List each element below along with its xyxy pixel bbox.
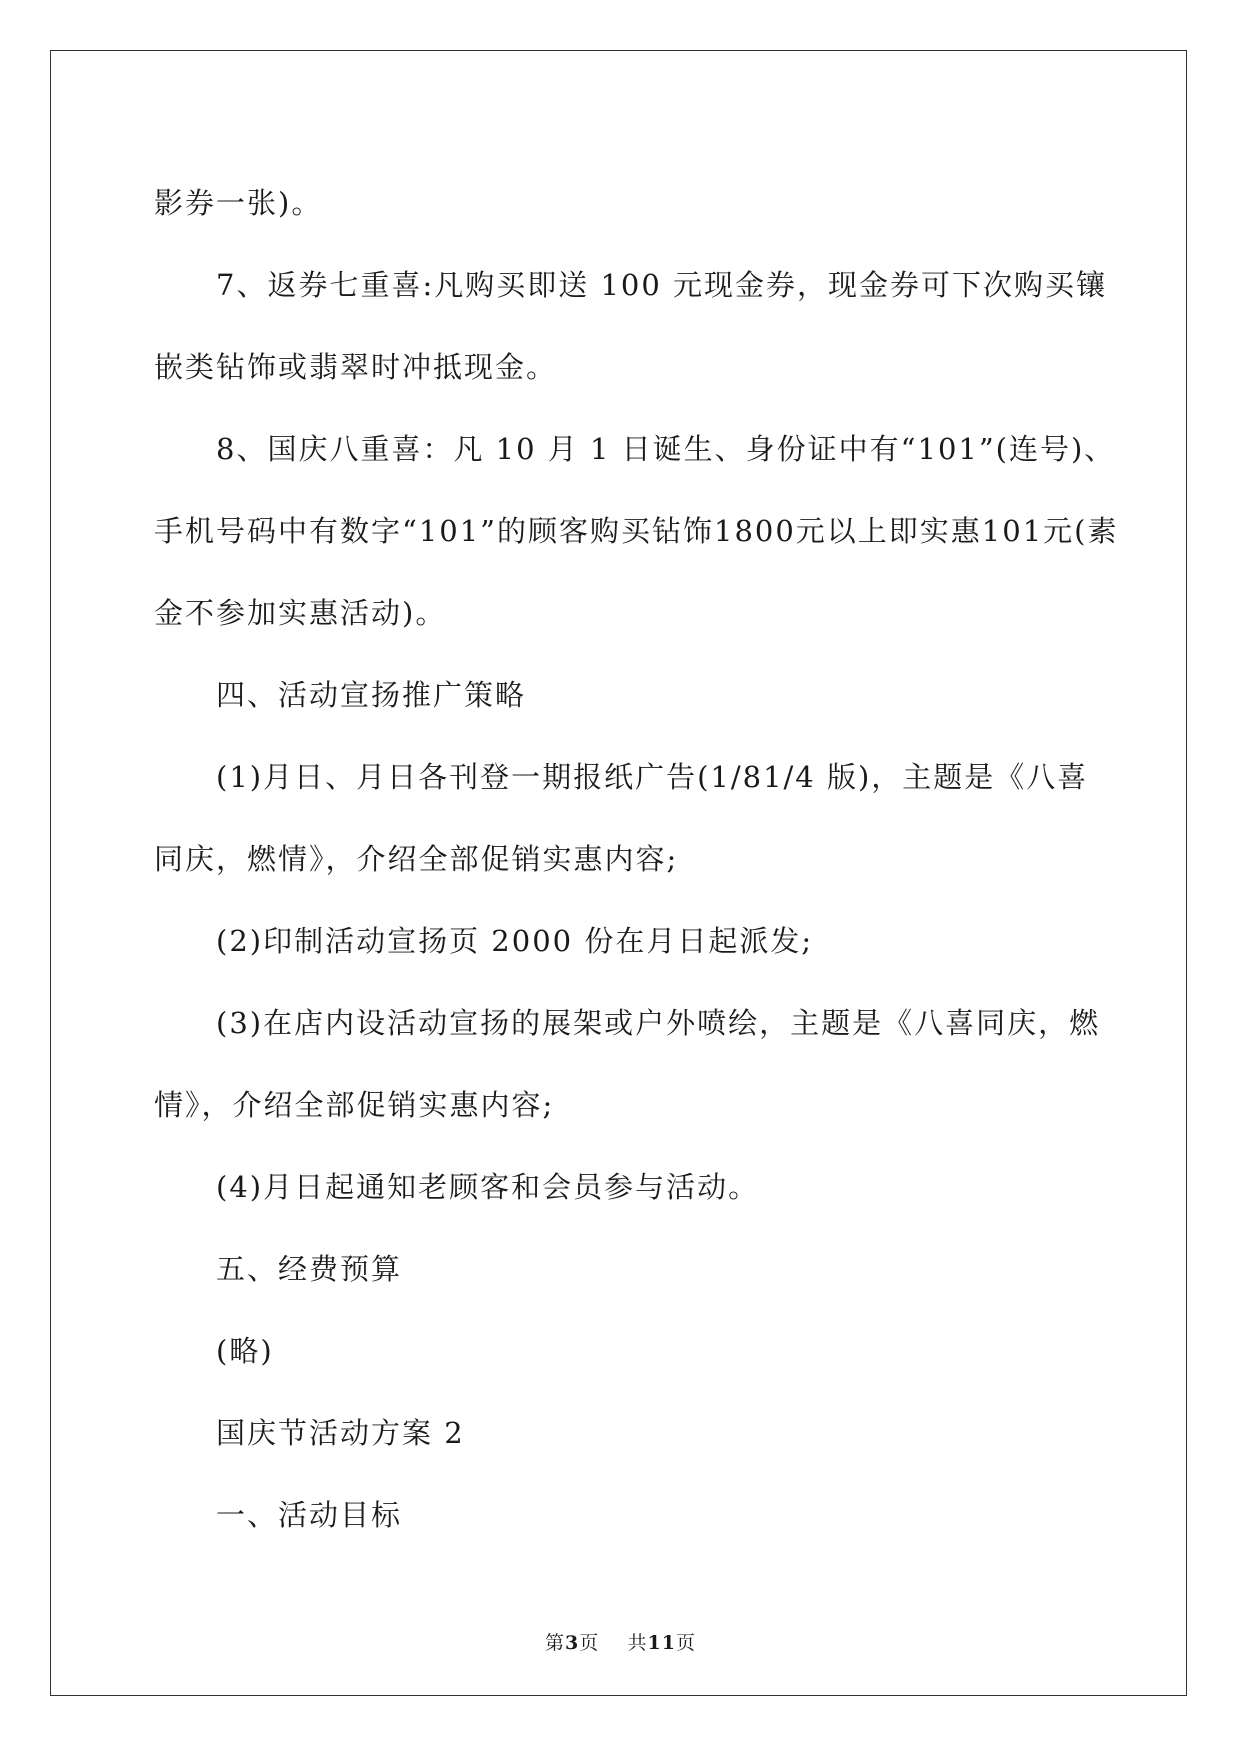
section-heading: 一、活动目标: [216, 1498, 403, 1532]
page-number: 3: [565, 1632, 580, 1654]
section-heading: 五、经费预算: [216, 1252, 403, 1286]
section-heading: 四、活动宣扬推广策略: [216, 678, 527, 712]
text-line: 情》，介绍全部促销实惠内容;: [154, 1088, 555, 1122]
total-pages: 11: [647, 1632, 676, 1654]
text-line: 金不参加实惠活动)。: [154, 596, 447, 630]
text-line: 手机号码中有数字“101”的顾客购买钻饰1800元以上即实惠101元(素: [154, 514, 1119, 548]
text-line: (3)在店内设活动宣扬的展架或户外喷绘，主题是《八喜同庆，燃: [216, 1006, 1101, 1040]
text-line: 影券一张)。: [154, 186, 323, 220]
footer-total-suffix: 页: [675, 1632, 696, 1654]
footer-page-suffix: 页: [579, 1632, 600, 1654]
text-line: (略): [216, 1334, 274, 1368]
text-line: 7、返券七重喜:凡购买即送 100 元现金券，现金券可下次购买镶: [216, 268, 1108, 302]
page-footer: [0, 1628, 1241, 1655]
footer-prefix: 第: [545, 1632, 566, 1654]
document-subtitle: 国庆节活动方案 2: [216, 1416, 465, 1450]
text-line: (2)印制活动宣扬页 2000 份在月日起派发;: [216, 924, 814, 958]
text-line: 8、国庆八重喜：凡 10 月 1 日诞生、身份证中有“101”(连号)、: [216, 432, 1116, 466]
text-line: (1)月日、月日各刊登一期报纸广告(1/81/4 版)，主题是《八喜: [216, 760, 1089, 794]
text-line: 嵌类钻饰或翡翠时冲抵现金。: [154, 350, 558, 384]
document-body: [154, 162, 1119, 1556]
text-line: 同庆，燃情》，介绍全部促销实惠内容;: [154, 842, 679, 876]
footer-total-prefix: 共: [627, 1632, 648, 1654]
text-line: (4)月日起通知老顾客和会员参与活动。: [216, 1170, 760, 1204]
